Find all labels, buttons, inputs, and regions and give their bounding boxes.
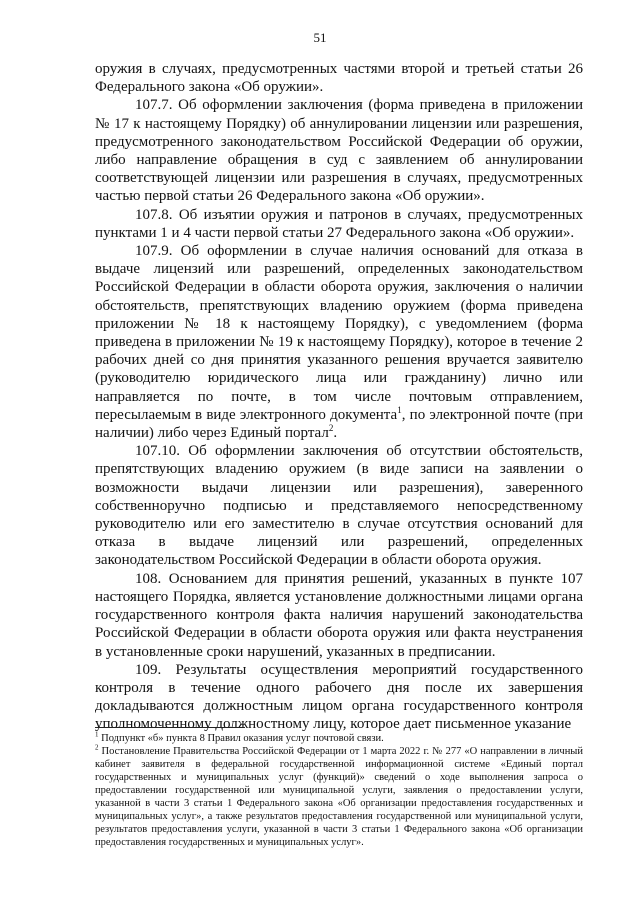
body-text (95, 60, 583, 734)
footnote-1-text: Подпункт «б» пункта 8 Правил оказания услуг почтовой связи. (98, 733, 384, 744)
paragraph-continuation: оружия в случаях, предусмотренных частями второй и третьей статьи 26 Федерального закона «Об оружии». (95, 61, 583, 96)
footnote-divider (95, 727, 245, 728)
footnote-mark-1: 1 (95, 730, 99, 739)
footnote-ref-2: 2 (328, 423, 334, 434)
paragraph-107-9-part-1: 107.9. Об оформлении в случае наличия оснований для отказа в выдаче лицензий или разрешений, определенных законодательством Российской Федерации в области оборота оружия, заключения о наличии обстоятельств, препятствующих владению оружием (форма приведена приложении № 18 к настоящему Порядку), с уведомлением (форма приведена в приложении № 19 к настоящему Порядку), которое в течение 2 рабочих дней со дня принятия указанного решения вручается заявителю (руководителю юридического лица или гражданину) лично или направляется по почте, в том числе почтовым отправлением, пересылаемым в виде электронного документа (95, 243, 583, 423)
footnote-ref-1: 1 (397, 404, 402, 415)
paragraph-108: 108. Основанием для принятия решений, указанных в пункте 107 настоящего Порядка, является установление должностными лицами органа государственного контроля факта наличия нарушений законодательства Российской Федерации в области оборота оружия или факта неустранения в установленные сроки нарушений, указанных в предписании. (95, 570, 583, 660)
paragraph-107-10: 107.10. Об оформлении заключения об отсутствии обстоятельств, препятствующих владению оружием (в виде записи на заявлении о возможности выдачи лицензии или разрешения), заверенного собственноручно подписью и представляемого непосредственному руководителю или его заместителю в случае отсутствия оснований для отказа в выдаче лицензий или разрешений, определенных законодательством Российской Федерации в области оборота оружия. (95, 443, 583, 569)
paragraph-107-9-part-3: . (333, 425, 338, 442)
paragraph-109: 109. Результаты осуществления мероприятий государственного контроля в течение одного рабочего дня после их завершения докладываются должностным лицом органа государственного контроля уполномоченному должностному лицу, которое дает письменное указание (95, 661, 583, 733)
footnote-mark-2: 2 (95, 743, 99, 752)
paragraph-107-9-part-2: , по электронной почте (при наличии) либо через Единый портал (95, 406, 583, 442)
footnotes (95, 732, 583, 849)
paragraph-107-9 (95, 242, 583, 442)
paragraph-107-7: 107.7. Об оформлении заключения (форма приведена в приложении № 17 к настоящему Порядку) об аннулировании лицензии или разрешения, предусмотренного законодательством Российской Федерации об оружии, либо направление обращения в суд с заявлением об аннулировании соответствующей лицензии или разрешения в случаях, предусмотренных частью первой статьи 26 Федерального закона «Об оружии». (95, 97, 583, 205)
footnote-2 (95, 745, 583, 849)
footnote-1 (95, 732, 583, 745)
paragraph-107-8: 107.8. Об изъятии оружия и патронов в случаях, предусмотренных пунктами 1 и 4 части первой статьи 27 Федерального закона «Об оружии». (95, 206, 583, 241)
footnote-2-text: Постановление Правительства Российской Федерации от 1 марта 2022 г. № 277 «О направлении в личный кабинет заявителя в федеральной государственной информационной системе «Единый портал государственных и муниципальных услуг (функций)» сведений о ходе выполнения запроса о предоставлении государственной или муниципальной услуги, заявления о предоставлении услуги, указанной в части 3 статьи 1 Федерального закона «Об организации предоставления государственных и муниципальных услуг», а также результатов предоставления государственной или муниципальной услуги, результатов предоставления услуги, указанной в части 3 статьи 1 Федерального закона «Об организации предоставления государственных и муниципальных услуг». (95, 746, 583, 848)
page-number: 51 (313, 30, 327, 45)
